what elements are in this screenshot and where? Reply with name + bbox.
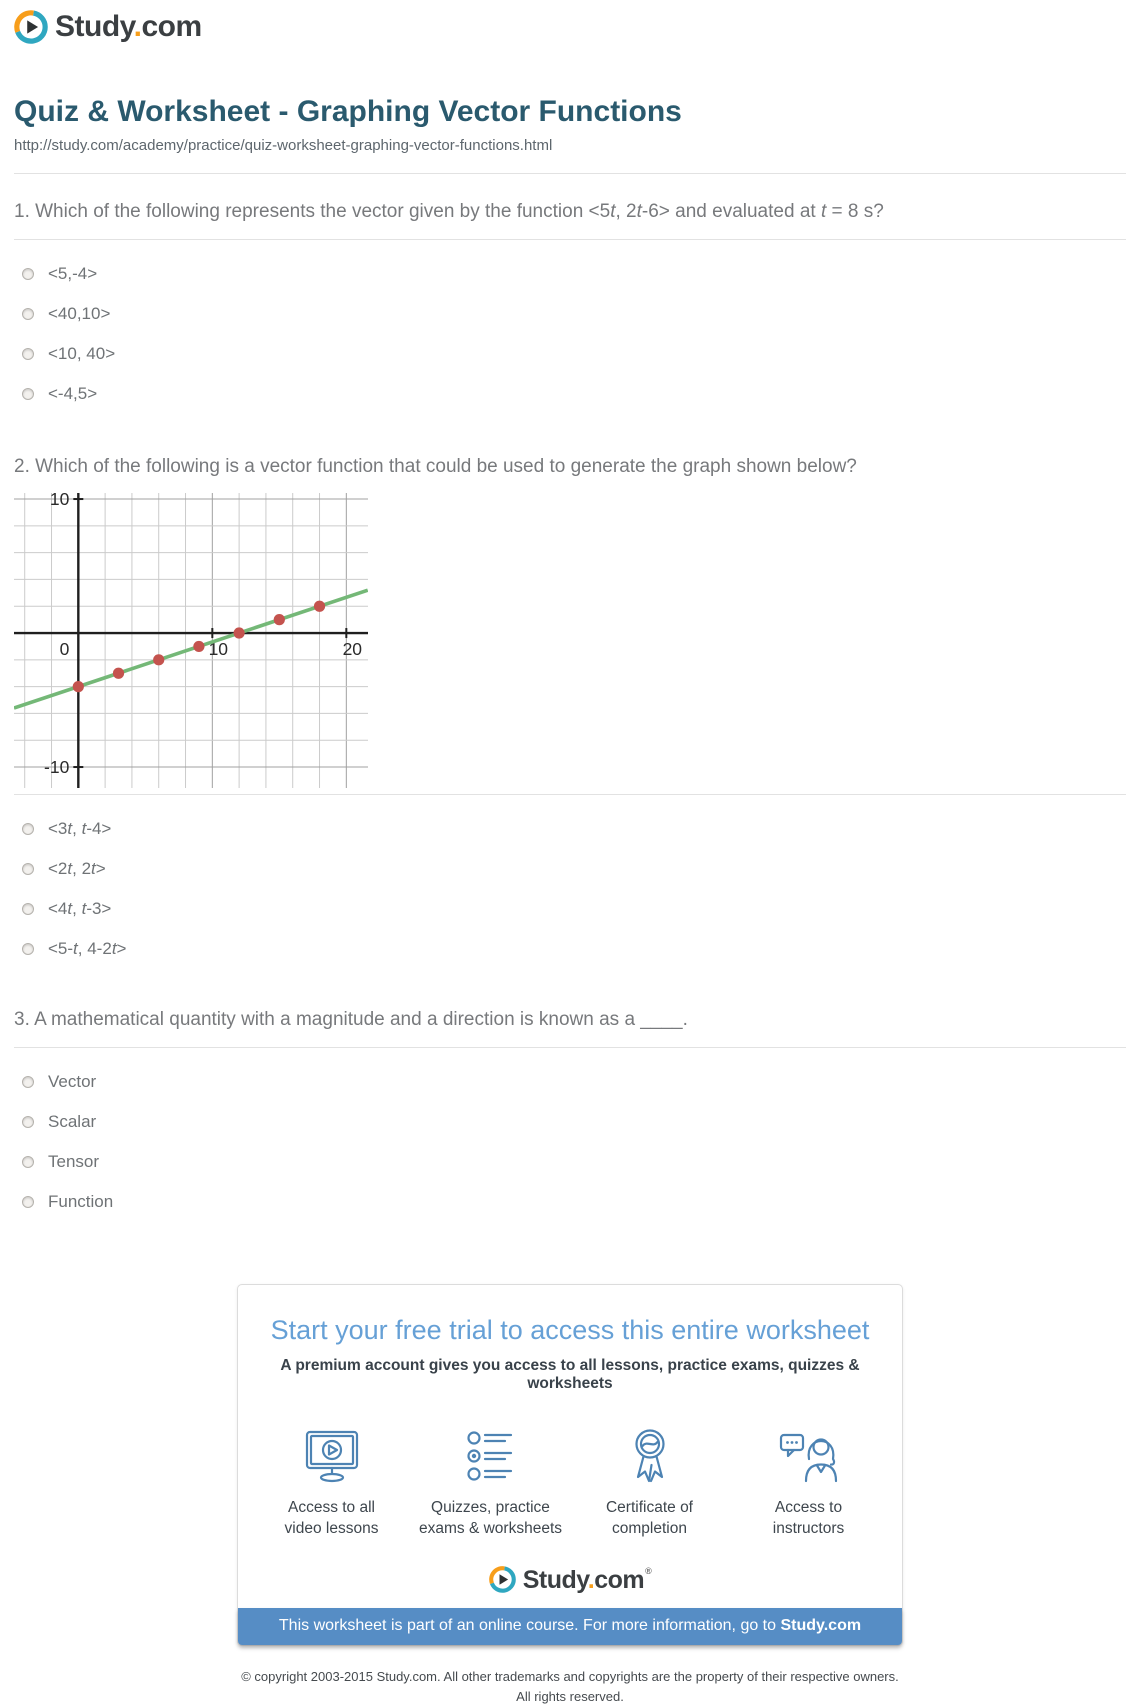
feature-caption: Access to instructors: [772, 1498, 845, 1537]
studycom-link[interactable]: Study.com: [780, 1617, 862, 1635]
radio-button[interactable]: [22, 348, 34, 360]
svg-text:-10: -10: [44, 757, 70, 778]
feature-video-lessons: [252, 1423, 411, 1539]
option-label[interactable]: <10, 40>: [48, 343, 116, 363]
course-info-bar: [238, 1608, 902, 1645]
feature-instructors: [729, 1423, 888, 1539]
page-url: http://study.com/academy/practice/quiz-worksheet-graphing-vector-functions.html: [14, 137, 553, 154]
feature-certificate: [570, 1423, 729, 1539]
question-2-options: [14, 795, 1126, 975]
feature-quizzes: [411, 1423, 570, 1539]
studycom-logo-bottom[interactable]: [489, 1566, 652, 1593]
studycom-logo[interactable]: [14, 10, 202, 44]
radio-button[interactable]: [22, 1116, 34, 1128]
radio-button[interactable]: [22, 823, 34, 835]
feature-caption: Certificate of completion: [605, 1498, 693, 1537]
quizzes-worksheets-icon: [461, 1429, 521, 1485]
video-lessons-icon: [299, 1429, 365, 1485]
instructors-icon: [776, 1427, 842, 1485]
studycom-logo-text: Study.com®: [522, 1565, 652, 1594]
page-title: Quiz & Worksheet - Graphing Vector Functions: [14, 95, 682, 128]
answer-option[interactable]: [22, 294, 1126, 334]
option-label[interactable]: <5,-4>: [48, 263, 98, 283]
option-label[interactable]: Scalar: [48, 1111, 97, 1131]
option-label[interactable]: <40,10>: [48, 303, 111, 323]
option-label[interactable]: Tensor: [48, 1151, 100, 1171]
course-info-text: This worksheet is part of an online course. For more information, go to: [278, 1617, 781, 1635]
answer-option[interactable]: [22, 334, 1126, 374]
option-label[interactable]: <5-t, 4-2t>: [48, 939, 127, 959]
svg-text:0: 0: [59, 639, 70, 660]
option-label[interactable]: <3t, t-4>: [48, 819, 112, 839]
answer-option[interactable]: [22, 254, 1126, 294]
free-trial-box: [237, 1284, 903, 1646]
radio-button[interactable]: [22, 1196, 34, 1208]
radio-button[interactable]: [22, 943, 34, 955]
copyright-notice: © copyright 2003-2015 Study.com. All other trademarks and copyrights are the property of their respective owners. All rights reserved.: [241, 1669, 899, 1704]
answer-option[interactable]: [22, 809, 1126, 849]
vector-function-graph: [14, 493, 1126, 788]
studycom-logo-icon: [489, 1566, 516, 1593]
feature-row: [252, 1423, 888, 1539]
question-2-prompt: 2. Which of the following is a vector function that could be used to generate the graph shown below?: [14, 455, 857, 477]
radio-button[interactable]: [22, 268, 34, 280]
radio-button[interactable]: [22, 1156, 34, 1168]
option-label[interactable]: <2t, 2t>: [48, 859, 106, 879]
question-3-options: [14, 1048, 1126, 1228]
radio-button[interactable]: [22, 1076, 34, 1088]
radio-button[interactable]: [22, 903, 34, 915]
question-1-options: [14, 240, 1126, 420]
option-label[interactable]: Vector: [48, 1071, 97, 1091]
radio-button[interactable]: [22, 308, 34, 320]
svg-text:10: 10: [208, 639, 229, 660]
feature-caption: Quizzes, practice exams & worksheets: [419, 1498, 562, 1537]
question-1-prompt: 1. Which of the following represents the vector given by the function <5t, 2t-6> and evaluated at t = 8 s?: [14, 201, 884, 222]
option-label[interactable]: <4t, t-3>: [48, 899, 112, 919]
answer-option[interactable]: [22, 1062, 1126, 1102]
divider: [14, 173, 1126, 174]
option-label[interactable]: <-4,5>: [48, 383, 98, 403]
answer-option[interactable]: [22, 1102, 1126, 1142]
answer-option[interactable]: [22, 1182, 1126, 1222]
radio-button[interactable]: [22, 388, 34, 400]
trial-heading: Start your free trial to access this entire worksheet: [270, 1314, 870, 1345]
certificate-icon: [618, 1427, 682, 1485]
feature-caption: Access to all video lessons: [284, 1498, 379, 1537]
answer-option[interactable]: [22, 929, 1126, 969]
studycom-logo-icon: [14, 10, 48, 44]
question-3-prompt: 3. A mathematical quantity with a magnitude and a direction is known as a ____.: [14, 1009, 688, 1031]
answer-option[interactable]: [22, 1142, 1126, 1182]
svg-text:20: 20: [342, 639, 363, 660]
trial-subheading: A premium account gives you access to all lessons, practice exams, quizzes & worksheets: [280, 1356, 860, 1392]
answer-option[interactable]: [22, 374, 1126, 414]
svg-text:10: 10: [49, 493, 70, 510]
studycom-logo-text: Study.com: [55, 10, 202, 43]
answer-option[interactable]: [22, 849, 1126, 889]
option-label[interactable]: Function: [48, 1191, 114, 1211]
answer-option[interactable]: [22, 889, 1126, 929]
radio-button[interactable]: [22, 863, 34, 875]
